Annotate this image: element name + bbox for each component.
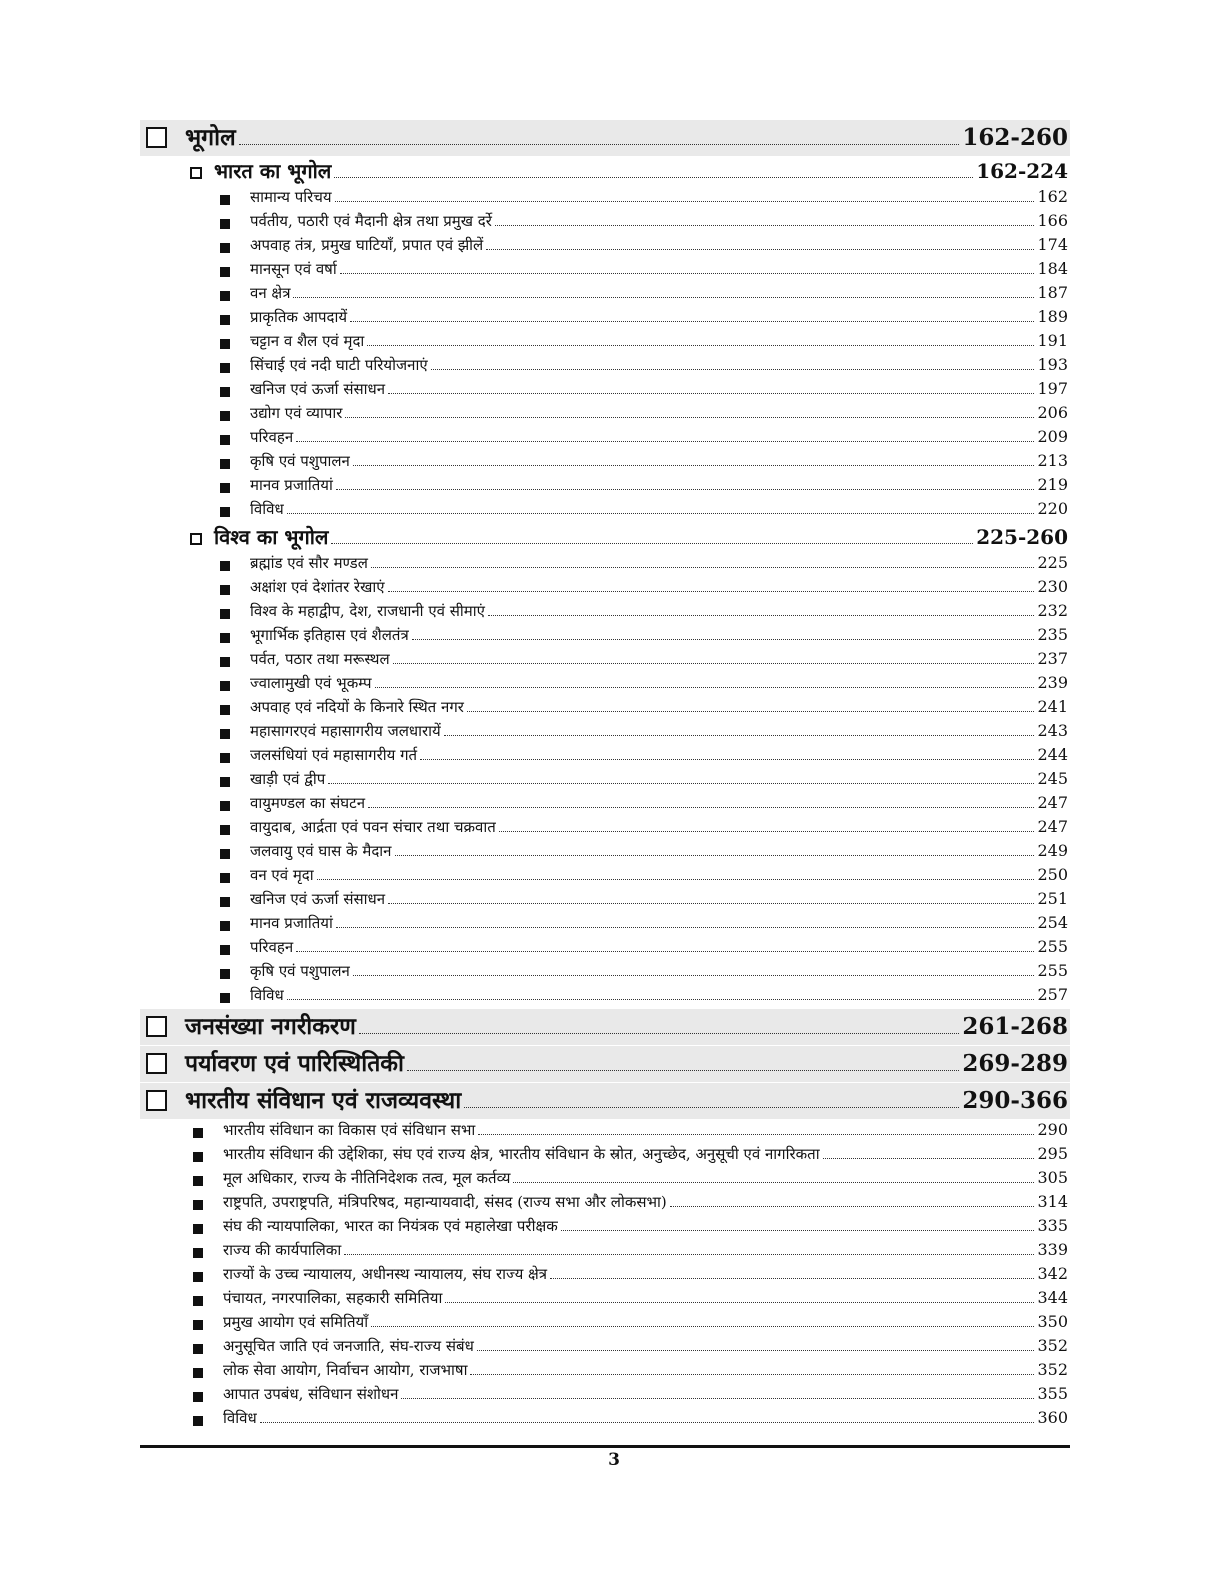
dot-leader xyxy=(395,855,1035,856)
entry-title: खनिज एवं ऊर्जा संसाधन xyxy=(250,380,386,398)
square-bullet-icon xyxy=(220,387,230,397)
dot-leader xyxy=(388,393,1034,394)
entry-page: 314 xyxy=(1037,1192,1068,1211)
toc-entry xyxy=(140,649,1070,673)
entry-page: 257 xyxy=(1037,985,1068,1004)
entry-page: 219 xyxy=(1037,475,1068,494)
toc-entry xyxy=(140,745,1070,769)
dot-leader xyxy=(353,465,1035,466)
square-bullet-icon xyxy=(220,993,230,1003)
dot-leader xyxy=(823,1158,1035,1159)
entry-title: अपवाह एवं नदियों के किनारे स्थित नगर xyxy=(250,698,464,716)
toc-entry xyxy=(140,1120,1070,1144)
square-bullet-icon xyxy=(193,1416,203,1426)
entry-page: 189 xyxy=(1037,307,1068,326)
square-bullet-icon xyxy=(193,1392,203,1402)
entry-title: अक्षांश एवं देशांतर रेखाएं xyxy=(250,578,385,596)
dot-leader xyxy=(561,1230,1035,1231)
entry-title: चट्टान व शैल एवं मृदा xyxy=(250,332,365,350)
square-bullet-icon xyxy=(220,315,230,325)
toc-entry xyxy=(140,331,1070,355)
entry-page: 249 xyxy=(1037,841,1068,860)
square-bullet-icon xyxy=(193,1176,203,1186)
entry-page: 360 xyxy=(1037,1408,1068,1427)
entry-title: सामान्य परिचय xyxy=(250,188,332,206)
entry-page: 245 xyxy=(1037,769,1068,788)
entry-page: 261-268 xyxy=(962,1013,1068,1040)
dot-leader xyxy=(260,1422,1035,1423)
dot-leader xyxy=(353,975,1035,976)
subsection-heading xyxy=(140,157,1070,187)
square-bullet-icon xyxy=(220,195,230,205)
entry-page: 295 xyxy=(1037,1144,1068,1163)
dot-leader xyxy=(486,249,1034,250)
toc-entry xyxy=(140,961,1070,985)
toc-entry xyxy=(140,721,1070,745)
square-bullet-icon xyxy=(220,459,230,469)
entry-title: महासागरएवं महासागरीय जलधारायें xyxy=(250,722,441,740)
entry-page: 166 xyxy=(1037,211,1068,230)
footer-rule xyxy=(140,1445,1070,1448)
entry-title: जनसंख्या नगरीकरण xyxy=(185,1013,356,1040)
page-number: 3 xyxy=(608,1450,620,1470)
entry-page: 350 xyxy=(1037,1312,1068,1331)
entry-title: लोक सेवा आयोग, निर्वाचन आयोग, राजभाषा xyxy=(223,1361,468,1379)
toc-entry xyxy=(140,1168,1070,1192)
entry-page: 355 xyxy=(1037,1384,1068,1403)
entry-page: 352 xyxy=(1037,1360,1068,1379)
square-bullet-icon xyxy=(220,849,230,859)
toc-entry xyxy=(140,187,1070,211)
toc-entry xyxy=(140,1360,1070,1384)
toc-entry xyxy=(140,817,1070,841)
square-bullet-icon xyxy=(220,753,230,763)
entry-title: मानव प्रजातियां xyxy=(250,914,333,932)
square-bullet-icon xyxy=(220,363,230,373)
dot-leader xyxy=(328,783,1034,784)
toc-entry xyxy=(140,1288,1070,1312)
square-bullet-icon xyxy=(220,411,230,421)
toc-entry xyxy=(140,451,1070,475)
toc-entry xyxy=(140,625,1070,649)
dot-leader xyxy=(477,1350,1035,1351)
dot-leader xyxy=(336,489,1035,490)
toc-entry xyxy=(140,403,1070,427)
square-bullet-icon xyxy=(220,729,230,739)
entry-page: 305 xyxy=(1037,1168,1068,1187)
dot-leader xyxy=(550,1278,1034,1279)
toc-entry xyxy=(140,1192,1070,1216)
entry-title: पर्वतीय, पठारी एवं मैदानी क्षेत्र तथा प्रमुख दर्रे xyxy=(250,212,492,230)
entry-page: 342 xyxy=(1037,1264,1068,1283)
square-bullet-icon xyxy=(220,483,230,493)
entry-page: 243 xyxy=(1037,721,1068,740)
entry-title: वायुदाब, आर्द्रता एवं पवन संचार तथा चक्रवात xyxy=(250,818,496,836)
dot-leader xyxy=(367,345,1034,346)
dot-leader xyxy=(296,951,1034,952)
entry-title: भारत का भूगोल xyxy=(214,159,332,183)
entry-page: 225-260 xyxy=(976,525,1068,549)
entry-page: 174 xyxy=(1037,235,1068,254)
entry-title: वन क्षेत्र xyxy=(250,284,291,302)
entry-title: खाड़ी एवं द्वीप xyxy=(250,770,326,788)
checkbox-square-icon xyxy=(146,127,167,148)
entry-page: 187 xyxy=(1037,283,1068,302)
small-square-icon xyxy=(190,533,202,545)
toc-entry xyxy=(140,1384,1070,1408)
square-bullet-icon xyxy=(193,1200,203,1210)
entry-page: 344 xyxy=(1037,1288,1068,1307)
entry-page: 184 xyxy=(1037,259,1068,278)
square-bullet-icon xyxy=(193,1296,203,1306)
square-bullet-icon xyxy=(220,339,230,349)
toc-entry xyxy=(140,1408,1070,1432)
square-bullet-icon xyxy=(220,681,230,691)
toc-entry xyxy=(140,499,1070,523)
entry-page: 255 xyxy=(1037,937,1068,956)
entry-page: 232 xyxy=(1037,601,1068,620)
toc-entry xyxy=(140,913,1070,937)
square-bullet-icon xyxy=(220,585,230,595)
toc-entry xyxy=(140,1144,1070,1168)
entry-title: कृषि एवं पशुपालन xyxy=(250,962,350,980)
square-bullet-icon xyxy=(220,609,230,619)
entry-page: 220 xyxy=(1037,499,1068,518)
square-bullet-icon xyxy=(193,1320,203,1330)
square-bullet-icon xyxy=(220,825,230,835)
entry-page: 290 xyxy=(1037,1120,1068,1139)
entry-title: आपात उपबंध, संविधान संशोधन xyxy=(223,1385,399,1403)
entry-title: भारतीय संविधान की उद्देशिका, संघ एवं राज्य क्षेत्र, भारतीय संविधान के स्रोत, अनुच्छेद, अनुसूची एवं नागरिकता xyxy=(223,1145,820,1163)
entry-page: 162-224 xyxy=(976,159,1068,183)
toc-entry xyxy=(140,601,1070,625)
entry-title: परिवहन xyxy=(250,938,294,956)
square-bullet-icon xyxy=(220,435,230,445)
dot-leader xyxy=(336,927,1035,928)
entry-page: 247 xyxy=(1037,793,1068,812)
dot-leader xyxy=(340,273,1035,274)
toc-entry xyxy=(140,865,1070,889)
entry-page: 235 xyxy=(1037,625,1068,644)
toc-entry xyxy=(140,937,1070,961)
entry-page: 197 xyxy=(1037,379,1068,398)
toc-entry xyxy=(140,553,1070,577)
square-bullet-icon xyxy=(220,219,230,229)
square-bullet-icon xyxy=(220,801,230,811)
dot-leader xyxy=(368,807,1034,808)
section-heading xyxy=(140,1046,1070,1082)
entry-title: राज्यों के उच्च न्यायालय, अधीनस्थ न्यायालय, संघ राज्य क्षेत्र xyxy=(223,1265,548,1283)
dot-leader xyxy=(470,1374,1034,1375)
square-bullet-icon xyxy=(193,1344,203,1354)
toc-entry xyxy=(140,283,1070,307)
dot-leader xyxy=(287,999,1035,1000)
toc-entry xyxy=(140,889,1070,913)
entry-page: 247 xyxy=(1037,817,1068,836)
square-bullet-icon xyxy=(220,873,230,883)
toc-entry xyxy=(140,259,1070,283)
square-bullet-icon xyxy=(220,705,230,715)
entry-page: 339 xyxy=(1037,1240,1068,1259)
dot-leader xyxy=(371,567,1035,568)
entry-title: पंचायत, नगरपालिका, सहकारी समितिया xyxy=(223,1289,443,1307)
entry-title: प्राकृतिक आपदायें xyxy=(250,308,348,326)
square-bullet-icon xyxy=(220,945,230,955)
dot-leader xyxy=(359,1033,960,1034)
square-bullet-icon xyxy=(220,969,230,979)
entry-title: विविध xyxy=(223,1409,257,1427)
toc-entry xyxy=(140,985,1070,1009)
dot-leader xyxy=(345,417,1034,418)
toc-entry xyxy=(140,475,1070,499)
dot-leader xyxy=(478,1134,1034,1135)
dot-leader xyxy=(670,1206,1035,1207)
toc-entry xyxy=(140,1240,1070,1264)
toc-entry xyxy=(140,793,1070,817)
dot-leader xyxy=(467,711,1035,712)
square-bullet-icon xyxy=(220,561,230,571)
square-bullet-icon xyxy=(220,921,230,931)
entry-page: 237 xyxy=(1037,649,1068,668)
toc-entry xyxy=(140,1216,1070,1240)
toc-entry xyxy=(140,577,1070,601)
entry-title: मूल अधिकार, राज्य के नीतिनिदेशक तत्व, मूल कर्तव्य xyxy=(223,1169,511,1187)
dot-leader xyxy=(371,1326,1034,1327)
toc-entry xyxy=(140,841,1070,865)
entry-title: प्रमुख आयोग एवं समितियाँ xyxy=(223,1313,369,1331)
entry-title: मानसून एवं वर्षा xyxy=(250,260,337,278)
subsection-heading xyxy=(140,523,1070,553)
toc-entry xyxy=(140,427,1070,451)
entry-title: जलसंधियां एवं महासागरीय गर्त xyxy=(250,746,418,764)
entry-title: परिवहन xyxy=(250,428,294,446)
entry-page: 206 xyxy=(1037,403,1068,422)
dot-leader xyxy=(293,297,1034,298)
dot-leader xyxy=(444,735,1035,736)
dot-leader xyxy=(407,1070,960,1071)
square-bullet-icon xyxy=(220,633,230,643)
entry-title: अनुसूचित जाति एवं जनजाति, संघ-राज्य संबंध xyxy=(223,1337,474,1355)
entry-title: भारतीय संविधान एवं राजव्यवस्था xyxy=(185,1087,462,1114)
entry-title: भारतीय संविधान का विकास एवं संविधान सभा xyxy=(223,1121,476,1139)
dot-leader xyxy=(287,513,1035,514)
entry-title: पर्यावरण एवं पारिस्थितिकी xyxy=(185,1050,404,1077)
square-bullet-icon xyxy=(220,243,230,253)
square-bullet-icon xyxy=(193,1152,203,1162)
dot-leader xyxy=(317,879,1035,880)
entry-title: भूगार्भिक इतिहास एवं शैलतंत्र xyxy=(250,626,409,644)
dot-leader xyxy=(495,225,1035,226)
toc-entry xyxy=(140,211,1070,235)
small-square-icon xyxy=(190,167,202,179)
dot-leader xyxy=(388,591,1035,592)
square-bullet-icon xyxy=(193,1272,203,1282)
dot-leader xyxy=(420,759,1034,760)
dot-leader xyxy=(488,615,1035,616)
square-bullet-icon xyxy=(193,1368,203,1378)
section-heading xyxy=(140,1009,1070,1045)
entry-title: राज्य की कार्यपालिका xyxy=(223,1241,342,1259)
entry-page: 191 xyxy=(1037,331,1068,350)
dot-leader xyxy=(513,1182,1034,1183)
entry-page: 352 xyxy=(1037,1336,1068,1355)
toc-entry xyxy=(140,1336,1070,1360)
entry-page: 251 xyxy=(1037,889,1068,908)
entry-title: ज्वालामुखी एवं भूकम्प xyxy=(250,674,372,692)
square-bullet-icon xyxy=(220,267,230,277)
entry-title: विविध xyxy=(250,500,284,518)
square-bullet-icon xyxy=(193,1248,203,1258)
square-bullet-icon xyxy=(220,657,230,667)
checkbox-square-icon xyxy=(146,1016,167,1037)
entry-title: राष्ट्रपति, उपराष्ट्रपति, मंत्रिपरिषद, महान्यायवादी, संसद (राज्य सभा और लोकसभा) xyxy=(223,1193,667,1211)
entry-page: 225 xyxy=(1037,553,1068,572)
entry-page: 162-260 xyxy=(962,124,1068,151)
entry-page: 162 xyxy=(1037,187,1068,206)
square-bullet-icon xyxy=(193,1224,203,1234)
entry-page: 241 xyxy=(1037,697,1068,716)
toc-entry xyxy=(140,355,1070,379)
dot-leader xyxy=(464,1107,959,1108)
toc-entry xyxy=(140,379,1070,403)
entry-title: मानव प्रजातियां xyxy=(250,476,333,494)
entry-page: 269-289 xyxy=(962,1050,1068,1077)
square-bullet-icon xyxy=(220,777,230,787)
entry-page: 239 xyxy=(1037,673,1068,692)
entry-title: वन एवं मृदा xyxy=(250,866,314,884)
dot-leader xyxy=(344,1254,1034,1255)
entry-page: 244 xyxy=(1037,745,1068,764)
dot-leader xyxy=(334,177,973,178)
entry-title: वायुमण्डल का संघटन xyxy=(250,794,366,812)
dot-leader xyxy=(239,144,960,145)
entry-title: उद्योग एवं व्यापार xyxy=(250,404,343,422)
entry-page: 290-366 xyxy=(962,1087,1068,1114)
square-bullet-icon xyxy=(193,1128,203,1138)
entry-page: 230 xyxy=(1037,577,1068,596)
entry-page: 255 xyxy=(1037,961,1068,980)
entry-title: भूगोल xyxy=(185,124,236,151)
dot-leader xyxy=(350,321,1034,322)
dot-leader xyxy=(393,663,1035,664)
dot-leader xyxy=(499,831,1035,832)
toc-entry xyxy=(140,1312,1070,1336)
entry-title: ब्रह्मांड एवं सौर मण्डल xyxy=(250,554,368,572)
dot-leader xyxy=(401,1398,1034,1399)
toc-entry xyxy=(140,697,1070,721)
dot-leader xyxy=(445,1302,1034,1303)
section-heading xyxy=(140,120,1070,156)
dot-leader xyxy=(335,201,1035,202)
entry-page: 250 xyxy=(1037,865,1068,884)
entry-page: 254 xyxy=(1037,913,1068,932)
entry-title: विश्व के महाद्वीप, देश, राजधानी एवं सीमाएं xyxy=(250,602,485,620)
toc-entry xyxy=(140,769,1070,793)
toc-entry xyxy=(140,235,1070,259)
entry-title: संघ की न्यायपालिका, भारत का नियंत्रक एवं महालेखा परीक्षक xyxy=(223,1217,558,1235)
section-heading xyxy=(140,1083,1070,1119)
dot-leader xyxy=(331,543,973,544)
square-bullet-icon xyxy=(220,507,230,517)
entry-title: विश्व का भूगोल xyxy=(214,525,329,549)
table-of-contents xyxy=(140,120,1070,1432)
square-bullet-icon xyxy=(220,897,230,907)
entry-page: 209 xyxy=(1037,427,1068,446)
entry-page: 193 xyxy=(1037,355,1068,374)
entry-title: विविध xyxy=(250,986,284,1004)
entry-title: अपवाह तंत्र, प्रमुख घाटियाँ, प्रपात एवं झीलें xyxy=(250,236,484,254)
dot-leader xyxy=(412,639,1035,640)
checkbox-square-icon xyxy=(146,1090,167,1111)
entry-page: 335 xyxy=(1037,1216,1068,1235)
dot-leader xyxy=(375,687,1035,688)
entry-title: खनिज एवं ऊर्जा संसाधन xyxy=(250,890,386,908)
entry-title: कृषि एवं पशुपालन xyxy=(250,452,350,470)
square-bullet-icon xyxy=(220,291,230,301)
entry-title: सिंचाई एवं नदी घाटी परियोजनाएं xyxy=(250,356,428,374)
dot-leader xyxy=(431,369,1035,370)
entry-title: पर्वत, पठार तथा मरूस्थल xyxy=(250,650,390,668)
dot-leader xyxy=(296,441,1034,442)
toc-entry xyxy=(140,307,1070,331)
checkbox-square-icon xyxy=(146,1053,167,1074)
entry-page: 213 xyxy=(1037,451,1068,470)
toc-entry xyxy=(140,673,1070,697)
entry-title: जलवायु एवं घास के मैदान xyxy=(250,842,392,860)
toc-entry xyxy=(140,1264,1070,1288)
dot-leader xyxy=(388,903,1034,904)
